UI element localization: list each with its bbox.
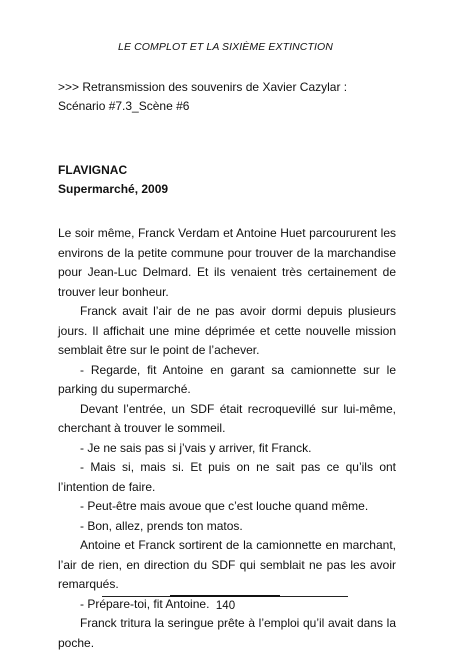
paragraph: Le soir même, Franck Verdam et Antoine Huet parcoururent les environs de la petite commune pour trouver de la marchandise pour Jean-Luc Delmard. Et ils venaient très certainement de trouver leur bonheur.	[58, 226, 396, 299]
intro-line-scenario: Scénario #7.3_Scène #6	[58, 99, 190, 113]
body-text	[58, 224, 396, 653]
running-header: LE COMPLOT ET LA SIXIÈME EXTINCTION	[118, 41, 333, 53]
page-number: 140	[215, 600, 236, 612]
paragraph: Antoine et Franck sortirent de la camionnette en marchant, l’air de rien, en direction du SDF qui semblait ne pas les avoir remarqués.	[58, 538, 396, 591]
scene-heading	[58, 161, 168, 199]
intro-line-transmission: >>> Retransmission des souvenirs de Xavier Cazylar :	[58, 80, 348, 94]
paragraph: Franck tritura la seringue prête à l’emploi qu’il avait dans la poche.	[58, 616, 396, 650]
paragraph: - Prépare-toi, fit Antoine.	[80, 596, 210, 611]
paragraph: Devant l’entrée, un SDF était recroquevillé sur lui-même, cherchant à trouver le sommeil.	[58, 401, 396, 435]
scene-place: FLAVIGNAC	[58, 163, 128, 177]
paragraph: - Je ne sais pas si j’vais y arriver, fit Franck.	[80, 440, 312, 455]
paragraph: Franck avait l’air de ne pas avoir dormi depuis plusieurs jours. Il affichait une mine déprimée et cette nouvelle mission semblait être sur le point de l’achever.	[58, 304, 396, 357]
footer-rule-ornament	[170, 595, 280, 597]
paragraph: - Bon, allez, prends ton matos.	[80, 518, 243, 533]
scene-setting: Supermarché, 2009	[58, 182, 169, 196]
paragraph: - Mais si, mais si. Et puis on ne sait pas ce qu’ils ont l’intention de faire.	[58, 460, 396, 494]
paragraph: - Peut-être mais avoue que c’est louche quand même.	[80, 499, 369, 513]
paragraph: - Regarde, fit Antoine en garant sa camionnette sur le parking du supermarché.	[58, 362, 396, 396]
intro-block	[58, 78, 398, 116]
